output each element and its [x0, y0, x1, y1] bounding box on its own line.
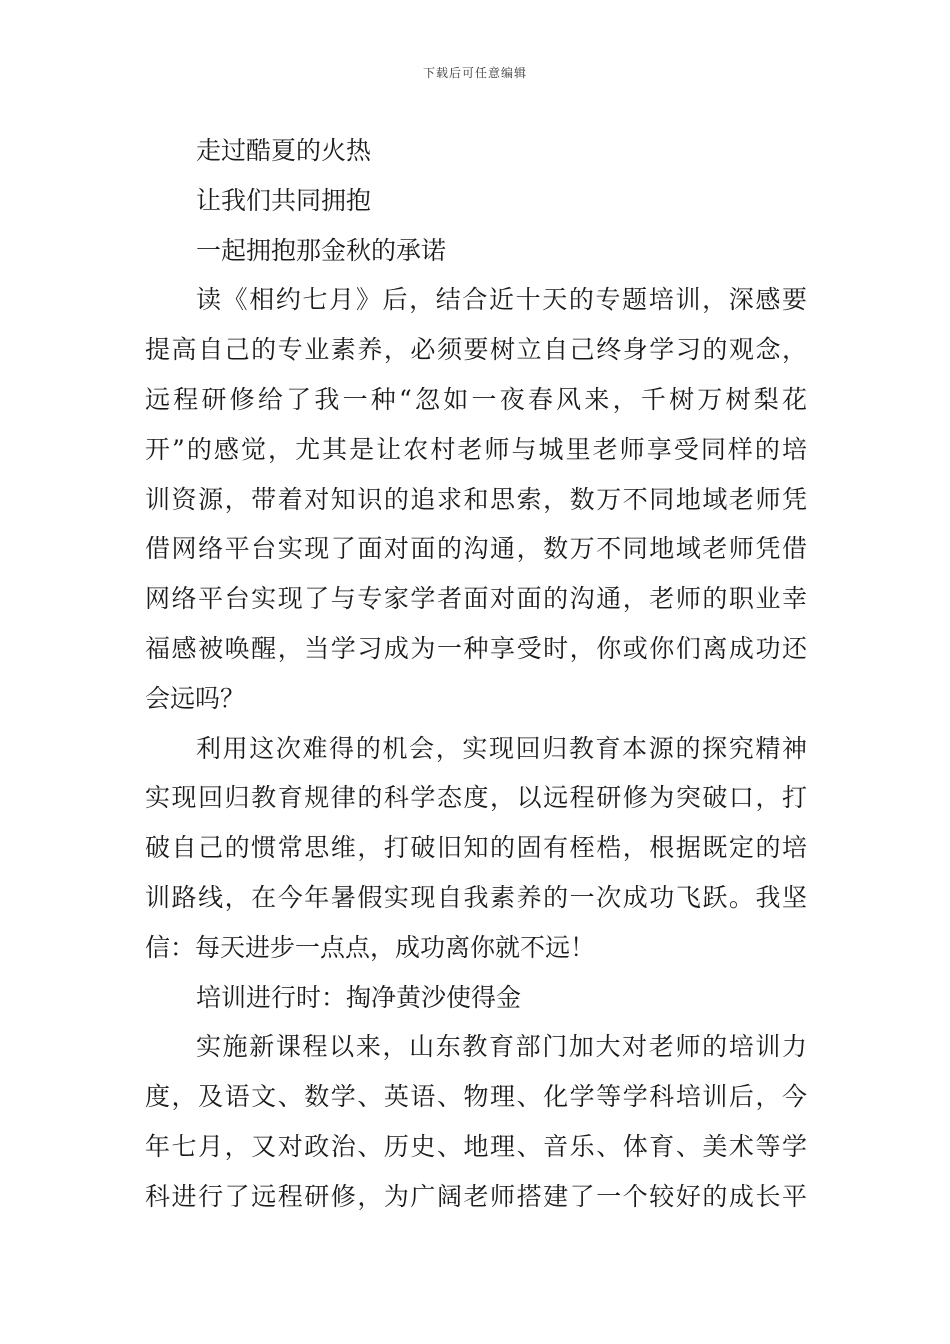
text-line: 读《相约七月》后，结合近十天的专题培训，深感要 — [196, 285, 807, 315]
text-line: 走过酷夏的火热 — [196, 136, 372, 165]
text-line: 年七月，又对政治、历史、地理、音乐、体育、美术等学 — [145, 1131, 807, 1161]
document-body — [145, 126, 807, 1222]
text-line: 训资源，带着对知识的追求和思索，数万不同地域老师凭 — [145, 484, 807, 514]
text-line: 一起拥抱那金秋的承诺 — [196, 235, 447, 265]
text-line: 训路线，在今年暑假实现自我素养的一次成功飞跃。我坚 — [145, 882, 807, 912]
text-line: 度，及语文、数学、英语、物理、化学等学科培训后，今 — [145, 1082, 807, 1112]
text-line: 福感被唤醒，当学习成为一种享受时，你或你们离成功还 — [145, 633, 807, 663]
text-line: 开”的感觉，尤其是让农村老师与城里老师享受同样的培 — [145, 434, 807, 464]
text-line: 网络平台实现了与专家学者面对面的沟通，老师的职业幸 — [145, 584, 807, 614]
text-line: 实现回归教育规律的科学态度，以远程研修为突破口，打 — [145, 783, 807, 813]
text-line: 实施新课程以来，山东教育部门加大对老师的培训力 — [196, 1032, 807, 1062]
text-line: 让我们共同拥抱 — [196, 185, 372, 215]
text-line: 会远吗？ — [145, 683, 246, 713]
text-line: 信：每天进步一点点，成功离你就不远！ — [145, 932, 596, 962]
page-header: 下载后可任意编辑 — [422, 66, 527, 80]
text-line: 借网络平台实现了面对面的沟通，数万不同地域老师凭借 — [145, 534, 807, 564]
text-line: 远程研修给了我一种“忽如一夜春风来，千树万树梨花 — [145, 384, 807, 414]
text-line: 利用这次难得的机会，实现回归教育本源的探究精神 — [196, 733, 807, 763]
text-line: 培训进行时：掏净黄沙使得金 — [196, 982, 522, 1012]
text-line: 破自己的惯常思维，打破旧知的固有桎梏，根据既定的培 — [145, 833, 807, 863]
text-line: 提高自己的专业素养，必须要树立自己终身学习的观念， — [145, 335, 807, 365]
text-line: 科进行了远程研修，为广阔老师搭建了一个较好的成长平 — [145, 1181, 807, 1211]
